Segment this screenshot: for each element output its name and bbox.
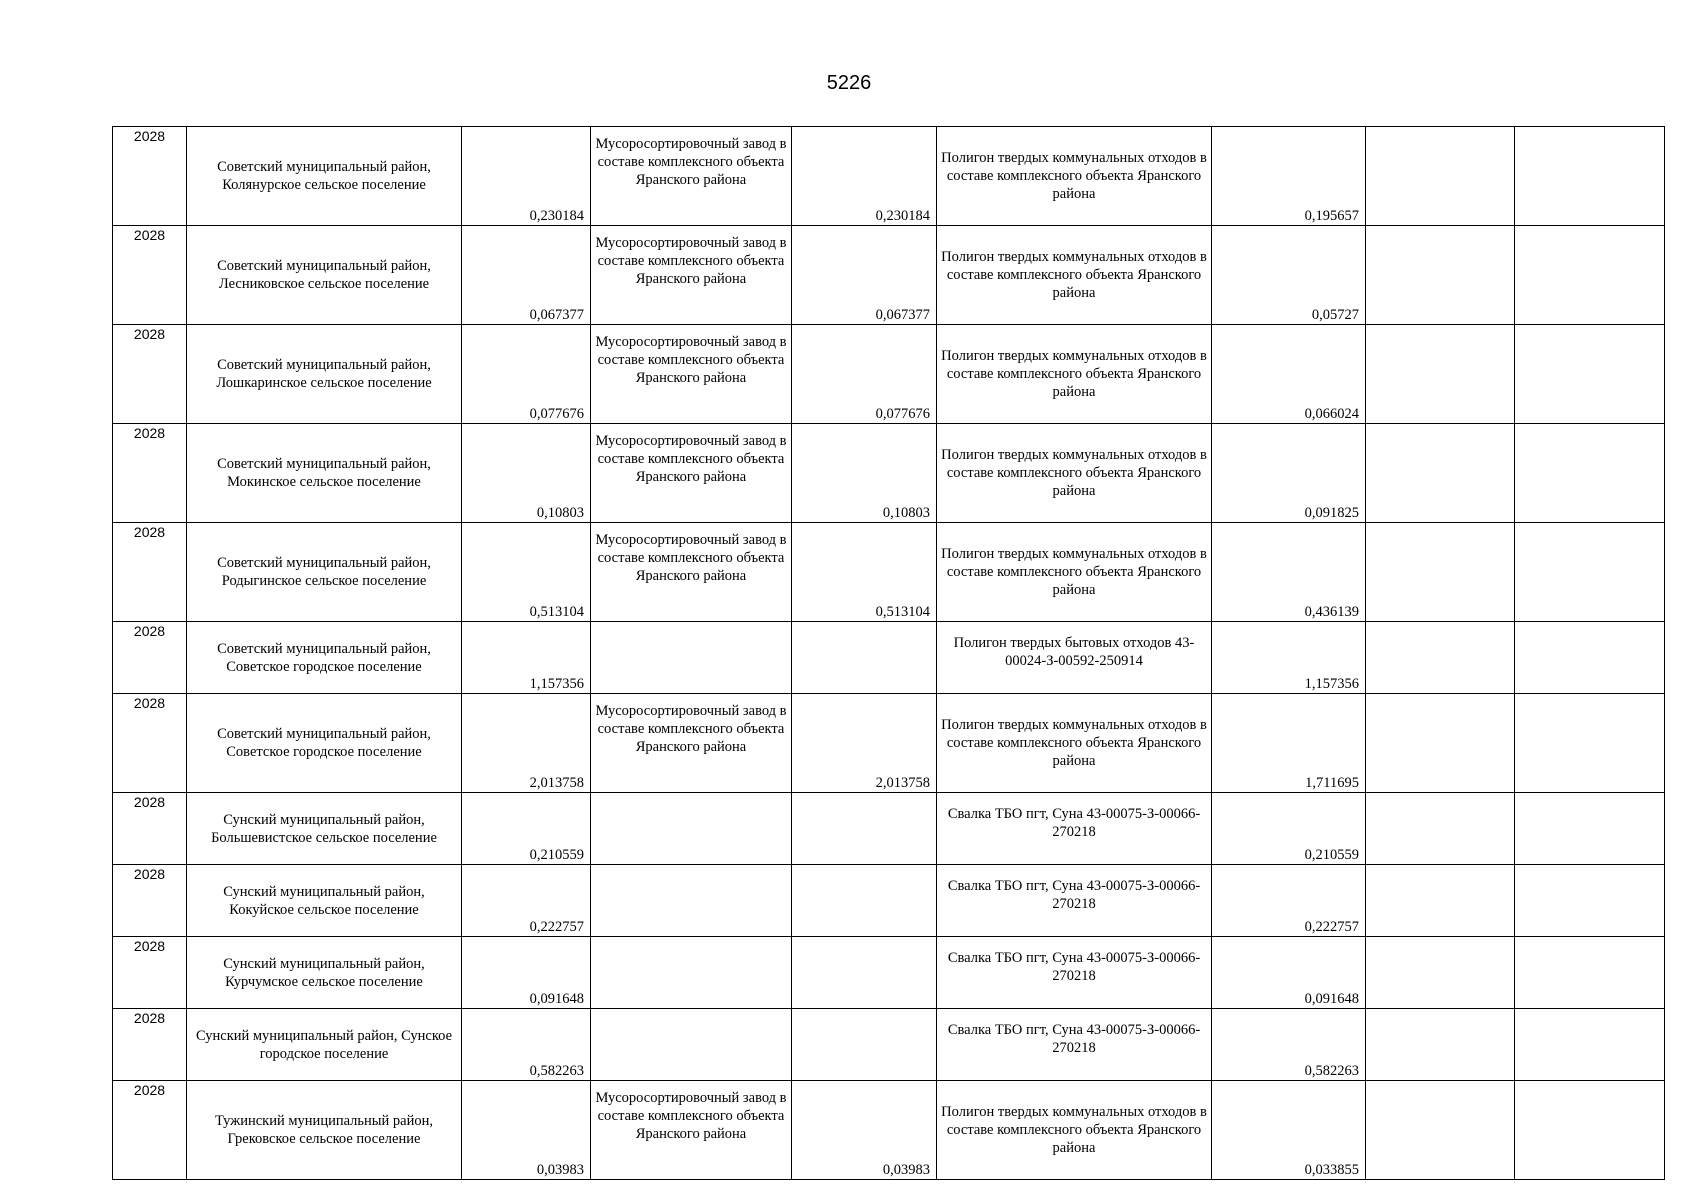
municipality-cell: Советский муниципальный район, Родыгинское сельское поселение (187, 523, 462, 622)
volume-cell: 0,03983 (462, 1081, 591, 1180)
volume-cell: 0,067377 (462, 226, 591, 325)
volume-cell: 0,230184 (462, 127, 591, 226)
facility-volume-cell (792, 865, 937, 937)
destination-cell: Свалка ТБО пгт, Суна 43-00075-З-00066-270218 (937, 865, 1212, 937)
destination-cell: Полигон твердых коммунальных отходов в составе комплексного объекта Яранского района (937, 523, 1212, 622)
table-row (113, 127, 1665, 226)
destination-cell: Полигон твердых коммунальных отходов в составе комплексного объекта Яранского района (937, 226, 1212, 325)
year-cell: 2028 (113, 523, 187, 622)
municipality-cell: Сунский муниципальный район, Сунское городское поселение (187, 1009, 462, 1081)
year-cell: 2028 (113, 865, 187, 937)
empty-cell (1515, 865, 1665, 937)
table-row (113, 1009, 1665, 1081)
empty-cell (1366, 694, 1515, 793)
year-cell: 2028 (113, 937, 187, 1009)
municipality-cell: Советский муниципальный район, Советское городское поселение (187, 694, 462, 793)
facility-cell (591, 622, 792, 694)
facility-volume-cell: 0,067377 (792, 226, 937, 325)
destination-volume-cell: 0,091825 (1212, 424, 1366, 523)
empty-cell (1515, 325, 1665, 424)
municipality-cell: Сунский муниципальный район, Кокуйское сельское поселение (187, 865, 462, 937)
table-row (113, 865, 1665, 937)
facility-cell: Мусоросортировочный завод в составе комплексного объекта Яранского района (591, 325, 792, 424)
destination-volume-cell: 0,210559 (1212, 793, 1366, 865)
table-row (113, 325, 1665, 424)
destination-volume-cell: 0,195657 (1212, 127, 1366, 226)
volume-cell: 0,10803 (462, 424, 591, 523)
year-cell: 2028 (113, 622, 187, 694)
empty-cell (1366, 622, 1515, 694)
destination-volume-cell: 0,066024 (1212, 325, 1366, 424)
facility-cell: Мусоросортировочный завод в составе комплексного объекта Яранского района (591, 424, 792, 523)
facility-cell (591, 937, 792, 1009)
facility-volume-cell: 0,10803 (792, 424, 937, 523)
empty-cell (1515, 523, 1665, 622)
empty-cell (1515, 127, 1665, 226)
table-row (113, 1081, 1665, 1180)
facility-cell: Мусоросортировочный завод в составе комплексного объекта Яранского района (591, 523, 792, 622)
page-number: 5226 (826, 72, 872, 94)
year-cell: 2028 (113, 1081, 187, 1180)
table-row (113, 523, 1665, 622)
waste-flow-table (112, 126, 1665, 1180)
empty-cell (1366, 226, 1515, 325)
destination-cell: Полигон твердых бытовых отходов 43-00024-З-00592-250914 (937, 622, 1212, 694)
empty-cell (1515, 424, 1665, 523)
volume-cell: 2,013758 (462, 694, 591, 793)
destination-volume-cell: 0,582263 (1212, 1009, 1366, 1081)
table-row (113, 622, 1665, 694)
volume-cell: 0,091648 (462, 937, 591, 1009)
facility-cell: Мусоросортировочный завод в составе комплексного объекта Яранского района (591, 694, 792, 793)
destination-cell: Свалка ТБО пгт, Суна 43-00075-З-00066-270218 (937, 1009, 1212, 1081)
destination-cell: Полигон твердых коммунальных отходов в составе комплексного объекта Яранского района (937, 694, 1212, 793)
destination-volume-cell: 1,157356 (1212, 622, 1366, 694)
table-body (113, 127, 1665, 1180)
volume-cell: 0,222757 (462, 865, 591, 937)
year-cell: 2028 (113, 1009, 187, 1081)
municipality-cell: Советский муниципальный район, Колянурское сельское поселение (187, 127, 462, 226)
facility-volume-cell (792, 622, 937, 694)
facility-cell: Мусоросортировочный завод в составе комплексного объекта Яранского района (591, 127, 792, 226)
empty-cell (1366, 1009, 1515, 1081)
destination-volume-cell: 0,222757 (1212, 865, 1366, 937)
facility-volume-cell: 0,513104 (792, 523, 937, 622)
table-row (113, 937, 1665, 1009)
destination-cell: Свалка ТБО пгт, Суна 43-00075-З-00066-270218 (937, 793, 1212, 865)
empty-cell (1515, 1009, 1665, 1081)
empty-cell (1366, 325, 1515, 424)
destination-volume-cell: 0,05727 (1212, 226, 1366, 325)
empty-cell (1366, 1081, 1515, 1180)
table-row (113, 694, 1665, 793)
facility-cell: Мусоросортировочный завод в составе комплексного объекта Яранского района (591, 1081, 792, 1180)
empty-cell (1366, 793, 1515, 865)
facility-volume-cell: 0,03983 (792, 1081, 937, 1180)
facility-volume-cell: 0,230184 (792, 127, 937, 226)
destination-cell: Полигон твердых коммунальных отходов в составе комплексного объекта Яранского района (937, 127, 1212, 226)
facility-cell (591, 1009, 792, 1081)
municipality-cell: Советский муниципальный район, Мокинское сельское поселение (187, 424, 462, 523)
empty-cell (1366, 127, 1515, 226)
destination-cell: Полигон твердых коммунальных отходов в составе комплексного объекта Яранского района (937, 325, 1212, 424)
table-row (113, 424, 1665, 523)
empty-cell (1366, 523, 1515, 622)
volume-cell: 0,210559 (462, 793, 591, 865)
facility-volume-cell: 2,013758 (792, 694, 937, 793)
destination-cell: Полигон твердых коммунальных отходов в составе комплексного объекта Яранского района (937, 424, 1212, 523)
facility-volume-cell (792, 1009, 937, 1081)
volume-cell: 0,513104 (462, 523, 591, 622)
empty-cell (1366, 424, 1515, 523)
municipality-cell: Сунский муниципальный район, Курчумское сельское поселение (187, 937, 462, 1009)
year-cell: 2028 (113, 793, 187, 865)
destination-cell: Свалка ТБО пгт, Суна 43-00075-З-00066-270218 (937, 937, 1212, 1009)
facility-cell (591, 793, 792, 865)
destination-volume-cell: 0,033855 (1212, 1081, 1366, 1180)
empty-cell (1515, 1081, 1665, 1180)
destination-volume-cell: 0,091648 (1212, 937, 1366, 1009)
municipality-cell: Тужинский муниципальный район, Грековское сельское поселение (187, 1081, 462, 1180)
municipality-cell: Советский муниципальный район, Советское городское поселение (187, 622, 462, 694)
destination-volume-cell: 0,436139 (1212, 523, 1366, 622)
facility-cell (591, 865, 792, 937)
empty-cell (1515, 622, 1665, 694)
table-row (113, 793, 1665, 865)
municipality-cell: Сунский муниципальный район, Большевистское сельское поселение (187, 793, 462, 865)
table-row (113, 226, 1665, 325)
year-cell: 2028 (113, 694, 187, 793)
year-cell: 2028 (113, 424, 187, 523)
destination-cell: Полигон твердых коммунальных отходов в составе комплексного объекта Яранского района (937, 1081, 1212, 1180)
volume-cell: 0,582263 (462, 1009, 591, 1081)
municipality-cell: Советский муниципальный район, Лошкаринское сельское поселение (187, 325, 462, 424)
empty-cell (1515, 226, 1665, 325)
empty-cell (1515, 694, 1665, 793)
facility-cell: Мусоросортировочный завод в составе комплексного объекта Яранского района (591, 226, 792, 325)
facility-volume-cell (792, 937, 937, 1009)
volume-cell: 1,157356 (462, 622, 591, 694)
municipality-cell: Советский муниципальный район, Лесниковское сельское поселение (187, 226, 462, 325)
year-cell: 2028 (113, 127, 187, 226)
destination-volume-cell: 1,711695 (1212, 694, 1366, 793)
facility-volume-cell (792, 793, 937, 865)
empty-cell (1515, 793, 1665, 865)
empty-cell (1515, 937, 1665, 1009)
empty-cell (1366, 937, 1515, 1009)
volume-cell: 0,077676 (462, 325, 591, 424)
year-cell: 2028 (113, 325, 187, 424)
year-cell: 2028 (113, 226, 187, 325)
empty-cell (1366, 865, 1515, 937)
facility-volume-cell: 0,077676 (792, 325, 937, 424)
